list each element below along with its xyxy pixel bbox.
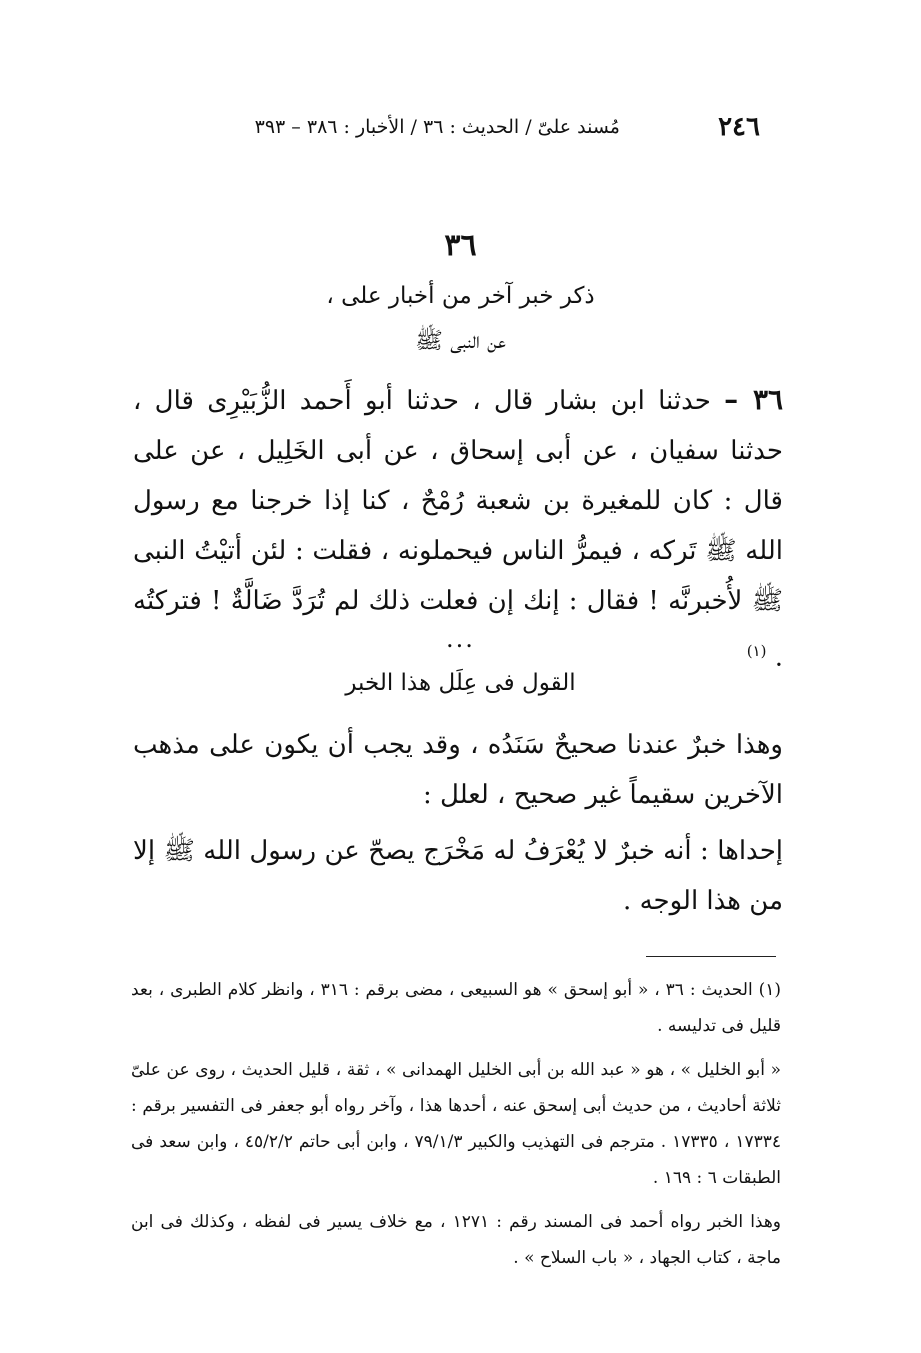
footnotes (131, 972, 781, 1284)
section-number: ٣٦ (444, 228, 477, 263)
discussion-paragraph-2: إحداها : أنه خبرٌ لا يُعْرَفُ له مَخْرَج يصحّ عن رسول الله ﷺ إلا من هذا الوجه . (133, 836, 783, 916)
discussion-text-block (133, 720, 783, 926)
footnote-3: وهذا الخبر رواه أحمد فى المسند رقم : ١٢٧١ ، مع خلاف يسير فى لفظه ، وكذلك فى ابن ماجة ، كتاب الجهاد ، « باب السلاح » . (131, 1212, 782, 1268)
section-title-line-2: عن النبى ﷺ (415, 328, 506, 354)
hadith-text: حدثنا ابن بشار قال ، حدثنا أبو أَحمد الزُّبَيْرِى قال ، حدثنا سفيان ، عن أبى إسحاق ، عن أبى الخَلِيل ، عن على قال : كان للمغيرة بن شعبة رُمْحٌ ، كنا إذا خرجنا مع رسول الله ﷺ تَركه ، فيمرُّ الناس فيحملونه ، فقلت : لئن أتيْتُ النبى ﷺ لأُخبرنَّه ! فقال : إنك إن فعلت ذلك لم تُرَدَّ ضَالَّةٌ ! فتركتُه . (133, 386, 783, 673)
footnote-rule (646, 956, 776, 957)
footnote-2: « أبو الخليل » ، هو « عبد الله بن أبى الخليل الهمدانى » ، ثقة ، قليل الحديث ، روى عن علىّ ثلاثة أحاديث ، من حديث أبى إسحق عنه ، أحدها هذا ، وآخر رواه أبو جعفر فى التفسير برقم : ١٧٣٣٤ ، ١٧٣٣٥ . مترجم فى التهذيب والكبير ٧٩/١/٣ ، وابن أبى حاتم ٤٥/٢/٢ ، وابن سعد فى الطبقات ٦ : ١٦٩ . (131, 1060, 782, 1188)
footnote-1: (١) الحديث : ٣٦ ، « أبو إسحق » هو السبيعى ، مضى برقم : ٣١٦ ، وانظر كلام الطبرى ، بعد قليل فى تدليسه . (131, 980, 781, 1036)
hadith-number: ٣٦ – (724, 383, 784, 416)
discussion-heading: القول فى عِلَل هذا الخبر (345, 670, 576, 696)
running-header (250, 112, 770, 146)
running-title: مُسند علىّ / الحديث : ٣٦ / الأخبار : ٣٨٦ – ٣٩٣ (254, 116, 620, 138)
page-number: ٢٤٦ (718, 112, 760, 142)
discussion-paragraph-1: وهذا خبرٌ عندنا صحيحٌ سَنَدُه ، وقد يجب أن يكون على مذهب الآخرين سقيماً غير صحيح ، لعلل : (133, 730, 783, 810)
separator-dots: ... (446, 625, 475, 653)
section-title-line-1: ذكر خبر آخر من أخبار على ، (326, 283, 595, 309)
footnote-marker: (١) (746, 642, 767, 660)
